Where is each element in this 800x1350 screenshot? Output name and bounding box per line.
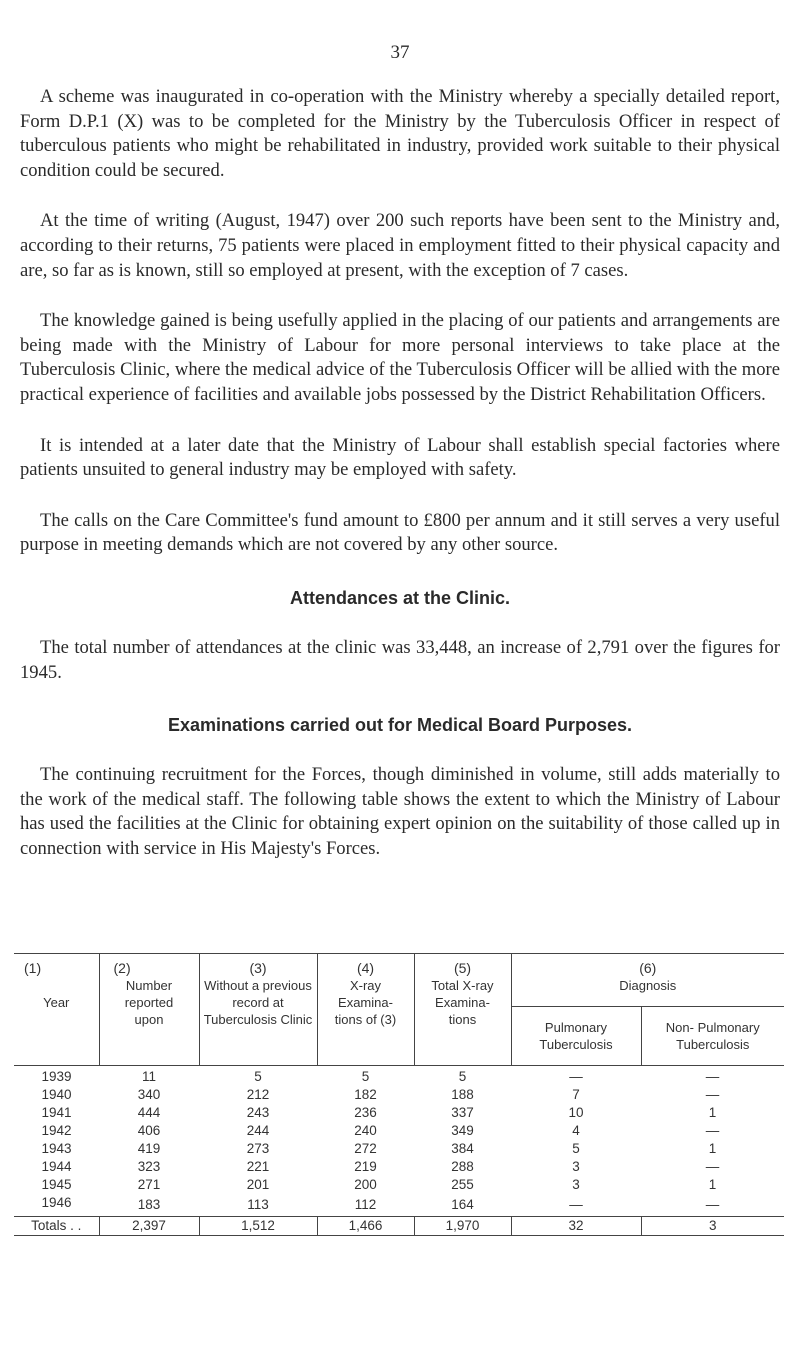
cell-xray3: 219 — [354, 1159, 377, 1174]
cell-totals-reported: 2,397 — [99, 1217, 199, 1236]
cell-totals-nonpulm: 3 — [641, 1217, 784, 1236]
cell-year: 1944 — [41, 1159, 72, 1174]
header-pulmonary — [511, 1007, 641, 1066]
cell-reported: 406 — [137, 1123, 161, 1138]
colnum-3: (3) — [249, 960, 267, 976]
colnum-6: (6) — [639, 960, 657, 976]
cell-totals-pulm: 32 — [511, 1217, 641, 1236]
cell-total: 188 — [451, 1087, 474, 1102]
colnum-2: (2) — [113, 960, 131, 976]
table-row — [14, 1176, 784, 1194]
cell-year: 1941 — [41, 1105, 72, 1120]
table-row — [14, 1086, 784, 1104]
cell-without: 221 — [246, 1159, 270, 1174]
table-row — [14, 1140, 784, 1158]
cell-reported: 340 — [137, 1087, 161, 1102]
table-row — [14, 1104, 784, 1122]
header-non-pulmonary — [641, 1007, 784, 1066]
cell-without: 244 — [246, 1123, 270, 1138]
cell-total: 288 — [451, 1159, 474, 1174]
cell-totals-label: Totals . . — [14, 1217, 99, 1236]
header-without-record — [199, 954, 317, 1066]
cell-pulm: 4 — [572, 1123, 580, 1138]
cell-totals-xray3: 1,466 — [317, 1217, 414, 1236]
page-number: 37 — [390, 42, 410, 63]
cell-year: 1943 — [41, 1141, 72, 1156]
cell-total: 349 — [451, 1123, 474, 1138]
colnum-1: (1) — [24, 960, 42, 976]
cell-xray3: 182 — [354, 1087, 377, 1102]
cell-xray3: 272 — [354, 1141, 377, 1156]
cell-nonpulm: — — [705, 1069, 720, 1084]
cell-nonpulm: — — [705, 1123, 720, 1138]
paragraph-special-factories: It is intended at a later date that the Ministry of Labour shall establish special factories where patients unsuited to general industry may be employed with safety. — [20, 434, 780, 481]
cell-nonpulm: — — [705, 1197, 720, 1212]
cell-pulm: — — [569, 1197, 583, 1212]
cell-year: 1939 — [41, 1069, 72, 1084]
cell-pulm: 3 — [572, 1177, 580, 1192]
cell-nonpulm: 1 — [708, 1177, 717, 1192]
title-reported: Number reported upon — [124, 978, 174, 1027]
heading-attendances: Attendances at the Clinic. — [289, 587, 511, 608]
heading-examinations: Examinations carried out for Medical Board Purposes. — [167, 715, 633, 736]
cell-without: 5 — [254, 1069, 262, 1084]
cell-totals-without: 1,512 — [199, 1217, 317, 1236]
header-total-xray — [414, 954, 511, 1066]
cell-year: 1940 — [41, 1087, 72, 1102]
cell-without: 212 — [246, 1087, 270, 1102]
cell-reported: 323 — [137, 1159, 161, 1174]
cell-pulm: 10 — [568, 1105, 584, 1120]
cell-nonpulm: 1 — [708, 1105, 717, 1120]
table-row — [14, 1194, 784, 1217]
cell-pulm: — — [569, 1069, 583, 1084]
table-row — [14, 1066, 784, 1087]
cell-pulm: 7 — [572, 1087, 580, 1102]
table-row — [14, 1122, 784, 1140]
cell-total: 255 — [451, 1177, 474, 1192]
title-year: Year — [43, 995, 70, 1010]
cell-without: 273 — [246, 1141, 270, 1156]
cell-reported: 271 — [137, 1177, 161, 1192]
title-total-xray: Total X-ray Examina- tions — [431, 978, 494, 1027]
title-xray-of-3: X-ray Examina- tions of (3) — [334, 978, 397, 1027]
paragraph-rehabilitation-scheme: A scheme was inaugurated in co-operation with the Ministry whereby a specially detailed report, Form D.P.1 (X) was to be completed for the Ministry by the Tuberculosis Officer in respect of tuberculous patients who might be rehabilitated in industry, provided work suitable to their physical condition could be secured. — [20, 86, 780, 181]
cell-reported: 183 — [137, 1197, 161, 1212]
cell-total: 337 — [451, 1105, 474, 1120]
cell-totals-total: 1,970 — [414, 1217, 511, 1236]
cell-year: 1945 — [41, 1177, 72, 1192]
header-diagnosis — [511, 954, 784, 1007]
title-pulmonary: Pulmonary Tuberculosis — [539, 1020, 613, 1052]
cell-xray3: 112 — [354, 1197, 377, 1212]
paragraph-knowledge-gained: The knowledge gained is being usefully applied in the placing of our patients and arrangements are being made with the Ministry of Labour for more personal interviews to take place at the Tuberculosis Clinic, where the medical advice of the Tuberculosis Officer will be allied with the more practical experience of facilities and available jobs possessed by the District Rehabilitation Officers. — [20, 310, 780, 405]
cell-nonpulm: 1 — [708, 1141, 717, 1156]
cell-nonpulm: — — [705, 1087, 720, 1102]
totals-row — [14, 1217, 784, 1236]
paragraph-examinations: The continuing recruitment for the Forces, though diminished in volume, still adds materially to the work of the medical staff. The following table shows the extent to which the Ministry of Labour has used the facilities at the Clinic for obtaining expert opinion on the suitability of those called up in connection with service in His Majesty's Forces. — [20, 764, 780, 859]
cell-without: 201 — [246, 1177, 270, 1192]
header-year — [14, 954, 99, 1066]
medical-board-table — [14, 953, 784, 1236]
cell-without: 243 — [246, 1105, 270, 1120]
cell-pulm: 5 — [572, 1141, 580, 1156]
header-reported — [99, 954, 199, 1066]
cell-reported: 419 — [137, 1141, 161, 1156]
cell-total: 5 — [458, 1069, 467, 1084]
page-body — [20, 85, 780, 861]
cell-reported: 11 — [141, 1069, 156, 1084]
cell-reported: 444 — [137, 1105, 161, 1120]
cell-xray3: 5 — [361, 1069, 370, 1084]
cell-nonpulm: — — [705, 1159, 720, 1174]
colnum-4: (4) — [356, 960, 375, 976]
header-xray-of-3 — [317, 954, 414, 1066]
cell-year: 1942 — [41, 1123, 72, 1138]
cell-total: 164 — [451, 1197, 474, 1212]
title-diagnosis: Diagnosis — [619, 978, 677, 993]
cell-without: 113 — [247, 1197, 269, 1212]
cell-year: 1946 — [41, 1195, 72, 1210]
cell-total: 384 — [451, 1141, 474, 1156]
paragraph-reports-sent: At the time of writing (August, 1947) over 200 such reports have been sent to the Ministry and, according to their returns, 75 patients were placed in employment fitted to their physical capacity and are, so far as is known, still so employed at present, with the exception of 7 cases. — [20, 210, 780, 281]
paragraph-care-committee-fund: The calls on the Care Committee's fund amount to £800 per annum and it still serves a very useful purpose in meeting demands which are not covered by any other source. — [20, 509, 780, 556]
cell-xray3: 200 — [354, 1177, 377, 1192]
cell-pulm: 3 — [572, 1159, 580, 1174]
title-without-record: Without a previous record at Tuberculosis Clinic — [203, 978, 313, 1027]
title-non-pulmonary: Non- Pulmonary Tuberculosis — [665, 1020, 760, 1052]
cell-xray3: 240 — [354, 1123, 377, 1138]
cell-xray3: 236 — [354, 1105, 377, 1120]
colnum-5: (5) — [453, 960, 472, 976]
paragraph-attendances: The total number of attendances at the clinic was 33,448, an increase of 2,791 over the figures for 1945. — [20, 636, 780, 683]
table-row — [14, 1158, 784, 1176]
